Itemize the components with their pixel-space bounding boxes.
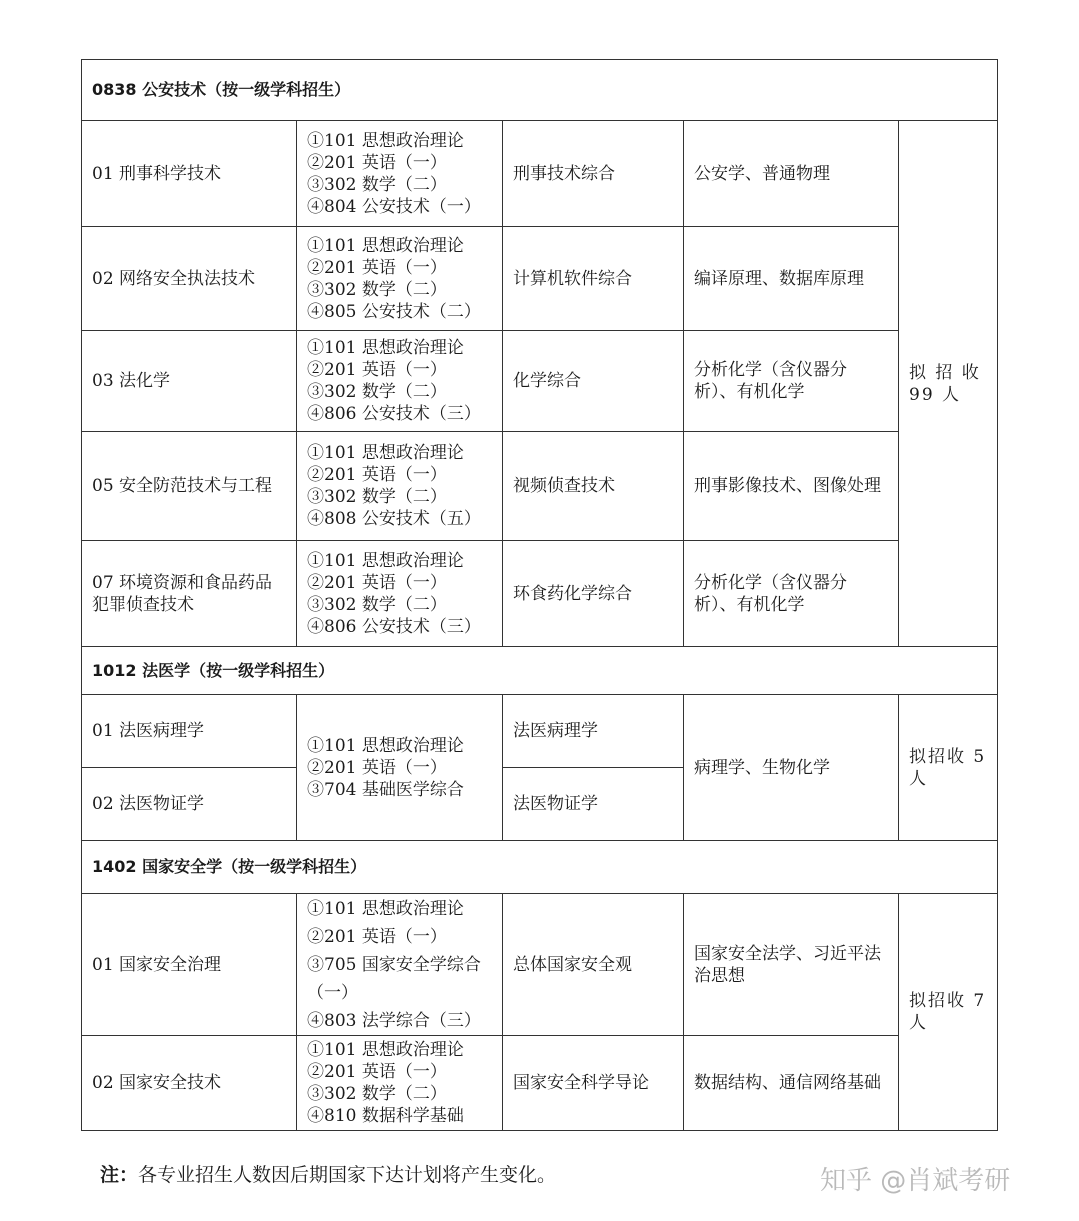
research-direction: 02 网络安全执法技术 — [82, 227, 297, 331]
exam-subjects: ①101 思想政治理论 ②201 英语（一） ③302 数学（二） ④806 公安技术（三） — [297, 541, 503, 647]
research-direction: 03 法化学 — [82, 331, 297, 432]
section-header-row — [82, 60, 998, 121]
additional-subjects: 分析化学（含仪器分析）、有机化学 — [684, 541, 899, 647]
table-row — [82, 1036, 998, 1131]
additional-subjects: 公安学、普通物理 — [684, 121, 899, 227]
section-header-0838: 0838 公安技术（按一级学科招生） — [82, 60, 998, 121]
table-row — [82, 695, 998, 768]
additional-subjects: 病理学、生物化学 — [684, 695, 899, 841]
additional-subjects: 刑事影像技术、图像处理 — [684, 432, 899, 541]
watermark: 知乎 @肖斌考研 — [820, 1166, 1011, 1196]
retest-subject: 视频侦查技术 — [503, 432, 684, 541]
footnote-label: 注： — [100, 1164, 139, 1186]
exam-subjects: ①101 思想政治理论 ②201 英语（一） ③302 数学（二） ④804 公安技术（一） — [297, 121, 503, 227]
retest-subject: 总体国家安全观 — [503, 894, 684, 1036]
retest-subject: 国家安全科学导论 — [503, 1036, 684, 1131]
exam-subjects: ①101 思想政治理论 ②201 英语（一） ③302 数学（二） ④806 公安技术（三） — [297, 331, 503, 432]
table-row — [82, 432, 998, 541]
table-row — [82, 121, 998, 227]
enrollment-quota: 拟招收 7 人 — [899, 894, 998, 1131]
research-direction: 05 安全防范技术与工程 — [82, 432, 297, 541]
retest-subject: 环食药化学综合 — [503, 541, 684, 647]
enrollment-quota: 拟 招 收 99 人 — [899, 121, 998, 647]
retest-subject: 刑事技术综合 — [503, 121, 684, 227]
section-header-row — [82, 647, 998, 695]
research-direction: 02 法医物证学 — [82, 768, 297, 841]
table-row — [82, 331, 998, 432]
footnote-text: 各专业招生人数因后期国家下达计划将产生变化。 — [138, 1164, 557, 1186]
section-header-row — [82, 841, 998, 894]
section-header-1012: 1012 法医学（按一级学科招生） — [82, 647, 998, 695]
exam-subjects: ①101 思想政治理论 ②201 英语（一） ③302 数学（二） ④808 公安技术（五） — [297, 432, 503, 541]
exam-subjects: ①101 思想政治理论 ②201 英语（一） ③302 数学（二） ④805 公安技术（二） — [297, 227, 503, 331]
retest-subject: 计算机软件综合 — [503, 227, 684, 331]
exam-subjects: ①101 思想政治理论 ②201 英语（一） ③302 数学（二） ④810 数据科学基础 — [297, 1036, 503, 1131]
exam-subjects: ①101 思想政治理论 ②201 英语（一） ③705 国家安全学综合 （一） ④803 法学综合（三） — [297, 894, 503, 1036]
retest-subject: 法医物证学 — [503, 768, 684, 841]
research-direction: 07 环境资源和食品药品犯罪侦查技术 — [82, 541, 297, 647]
section-header-1402: 1402 国家安全学（按一级学科招生） — [82, 841, 998, 894]
table-row — [82, 894, 998, 1036]
additional-subjects: 编译原理、数据库原理 — [684, 227, 899, 331]
retest-subject: 化学综合 — [503, 331, 684, 432]
research-direction: 01 刑事科学技术 — [82, 121, 297, 227]
additional-subjects: 分析化学（含仪器分析）、有机化学 — [684, 331, 899, 432]
research-direction: 01 国家安全治理 — [82, 894, 297, 1036]
research-direction: 02 国家安全技术 — [82, 1036, 297, 1131]
exam-subjects: ①101 思想政治理论 ②201 英语（一） ③704 基础医学综合 — [297, 695, 503, 841]
additional-subjects: 数据结构、通信网络基础 — [684, 1036, 899, 1131]
enrollment-quota: 拟招收 5 人 — [899, 695, 998, 841]
table-row — [82, 227, 998, 331]
additional-subjects: 国家安全法学、习近平法治思想 — [684, 894, 899, 1036]
table-row — [82, 541, 998, 647]
research-direction: 01 法医病理学 — [82, 695, 297, 768]
admissions-table — [81, 59, 998, 1131]
retest-subject: 法医病理学 — [503, 695, 684, 768]
footnote — [100, 1160, 556, 1187]
